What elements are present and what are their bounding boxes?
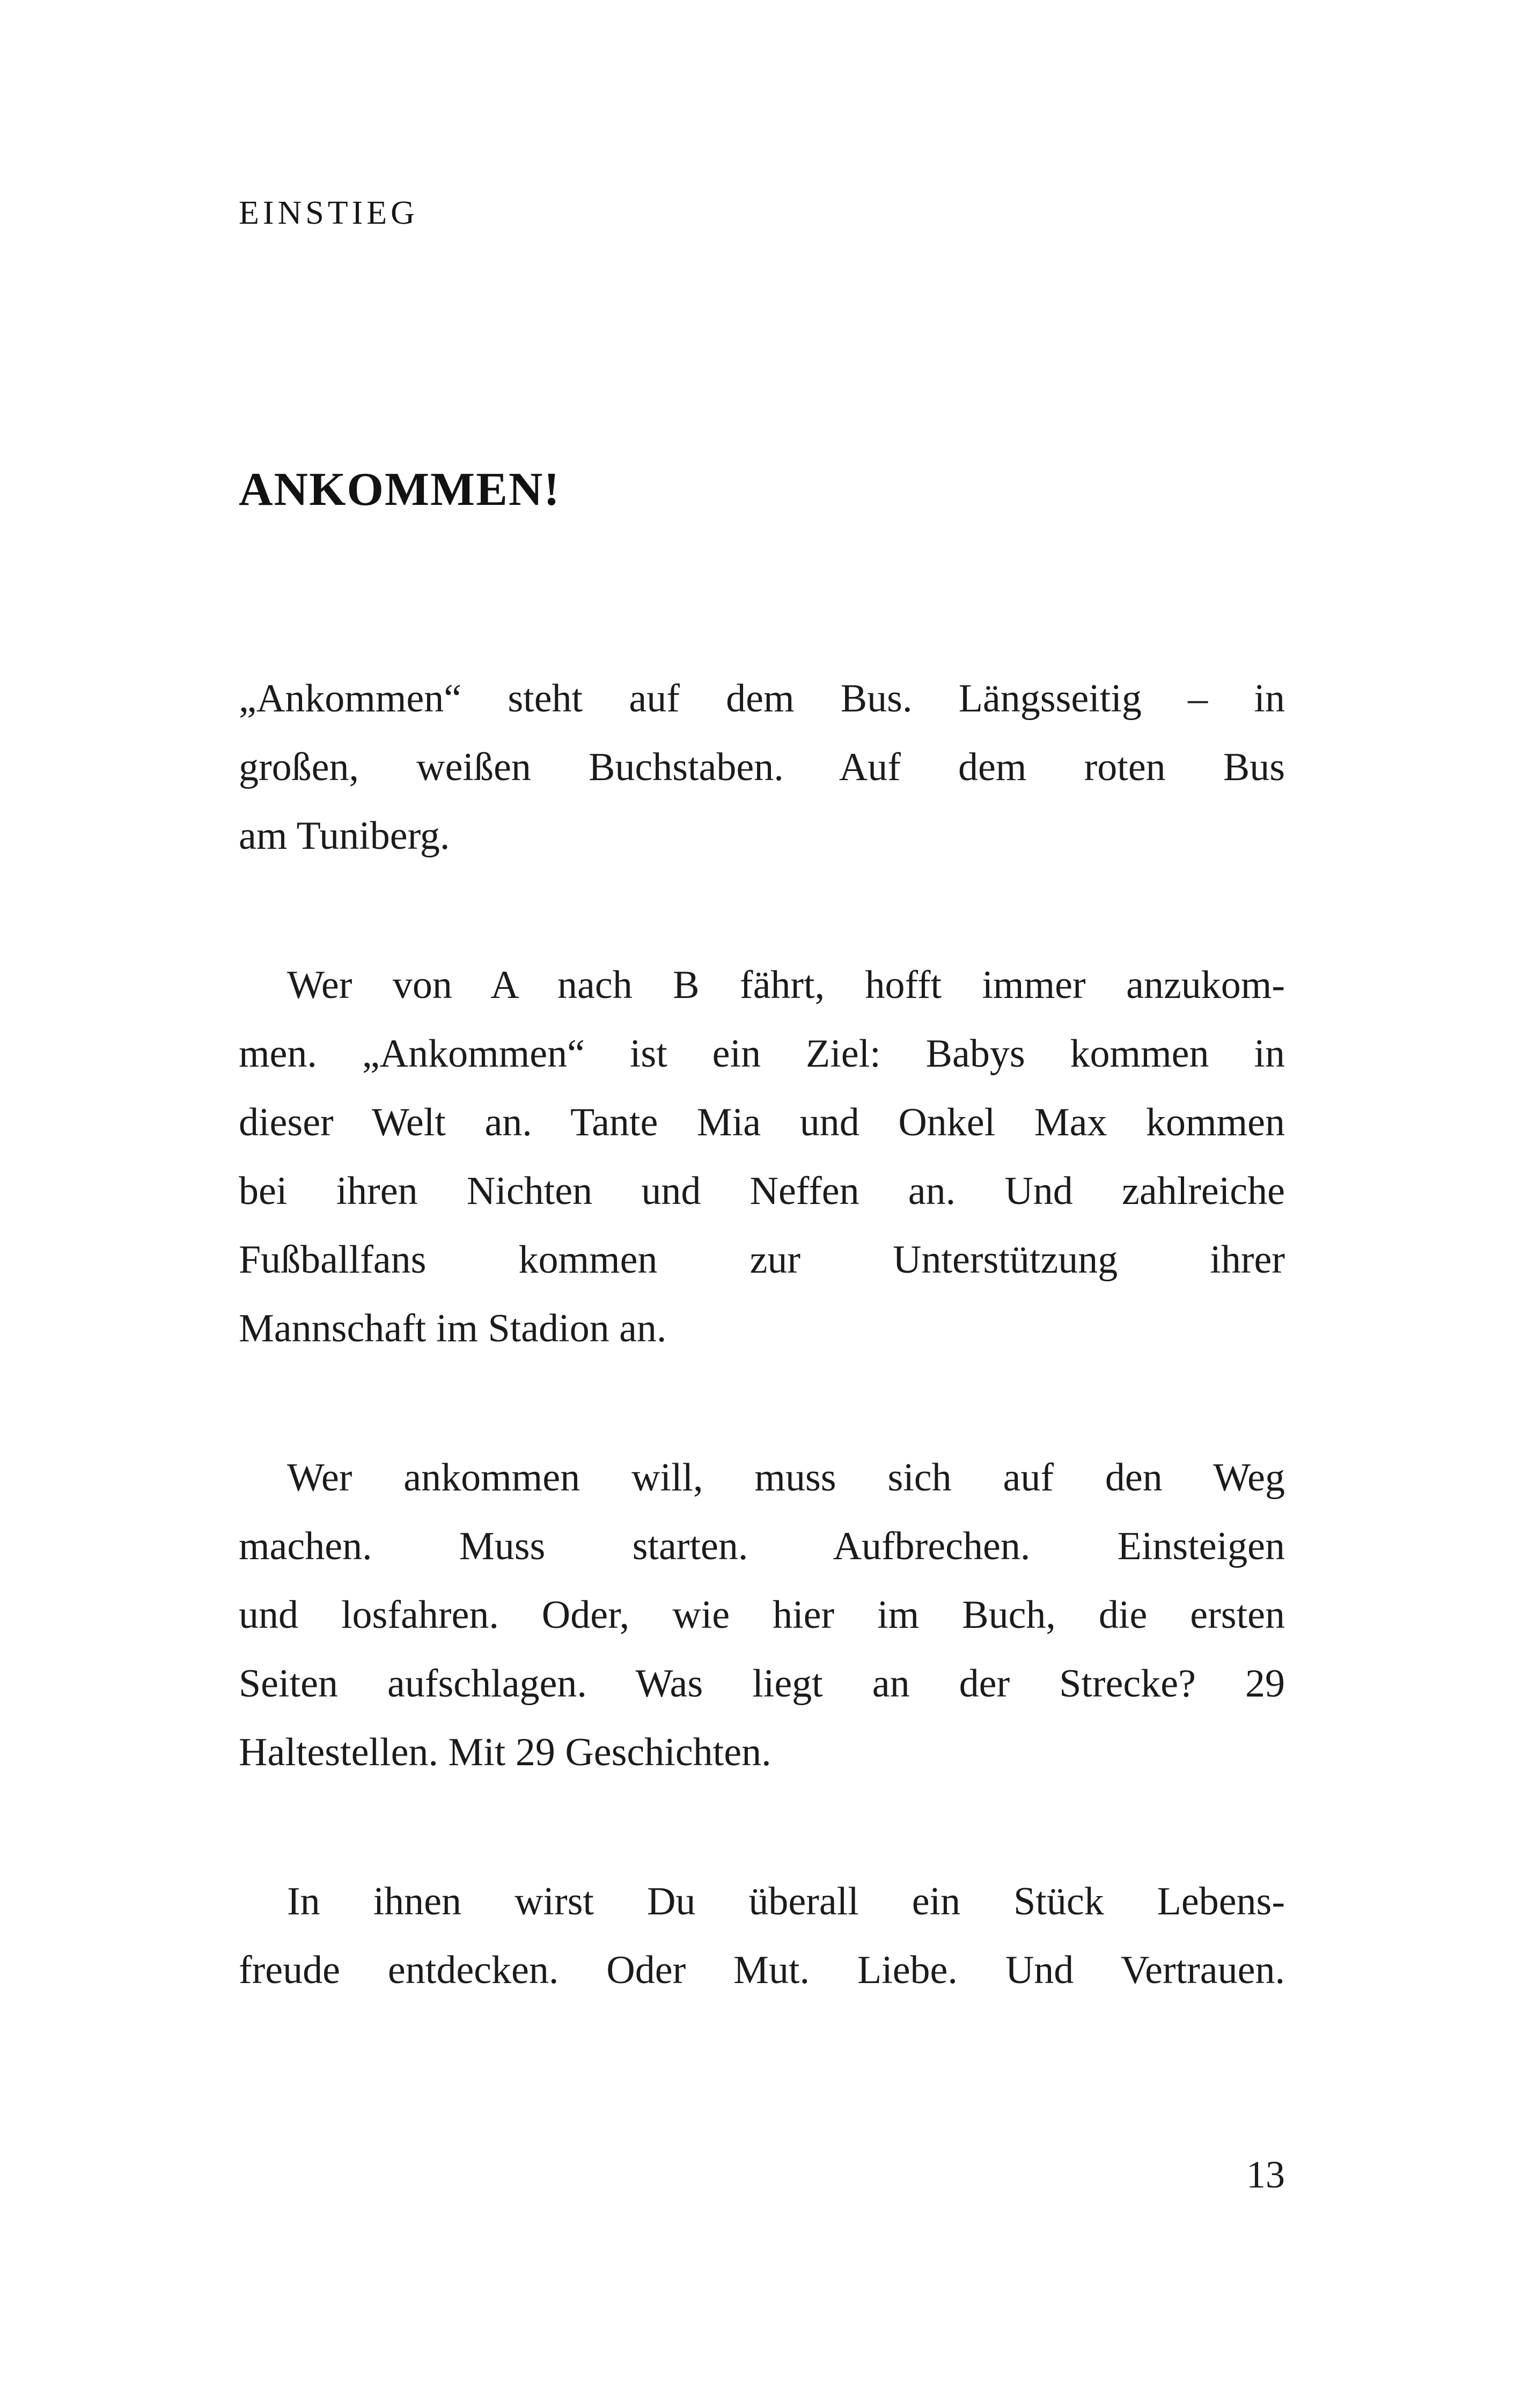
text-line: großen, weißen Buchstaben. Auf dem roten Bus [239, 745, 1285, 789]
text-line: und losfahren. Oder, wie hier im Buch, die ersten [239, 1593, 1285, 1637]
text-line: Haltestellen. Mit 29 Geschichten. [239, 1730, 771, 1774]
paragraph [239, 664, 1285, 870]
text-line: freude entdecken. Oder Mut. Liebe. Und Vertrauen. [239, 1948, 1285, 1992]
chapter-title: ANKOMMEN! [239, 464, 561, 516]
text-line: Seiten aufschlagen. Was liegt an der Strecke? 29 [239, 1662, 1285, 1706]
page-number: 13 [1246, 2153, 1285, 2196]
text-line: men. „Ankommen“ ist ein Ziel: Babys kommen in [239, 1032, 1285, 1076]
text-line: Wer von A nach B fährt, hofft immer anzukom- [287, 963, 1285, 1007]
body-text [239, 664, 1285, 2005]
text-line: bei ihren Nichten und Neffen an. Und zahlreiche [239, 1169, 1285, 1213]
text-line: am Tuniberg. [239, 814, 450, 858]
paragraph [239, 1443, 1285, 1787]
text-line: Mannschaft im Stadion an. [239, 1306, 667, 1350]
text-line: machen. Muss starten. Aufbrechen. Einsteigen [239, 1524, 1285, 1568]
text-line: Fußballfans kommen zur Unterstützung ihrer [239, 1238, 1285, 1282]
text-line: In ihnen wirst Du überall ein Stück Lebens- [287, 1880, 1285, 1924]
paragraph [239, 1867, 1285, 2005]
text-line: dieser Welt an. Tante Mia und Onkel Max kommen [239, 1100, 1285, 1144]
text-line: Wer ankommen will, muss sich auf den Weg [287, 1456, 1285, 1500]
text-line: „Ankommen“ steht auf dem Bus. Längsseitig – in [239, 677, 1285, 721]
running-header: EINSTIEG [239, 195, 418, 231]
paragraph [239, 951, 1285, 1363]
